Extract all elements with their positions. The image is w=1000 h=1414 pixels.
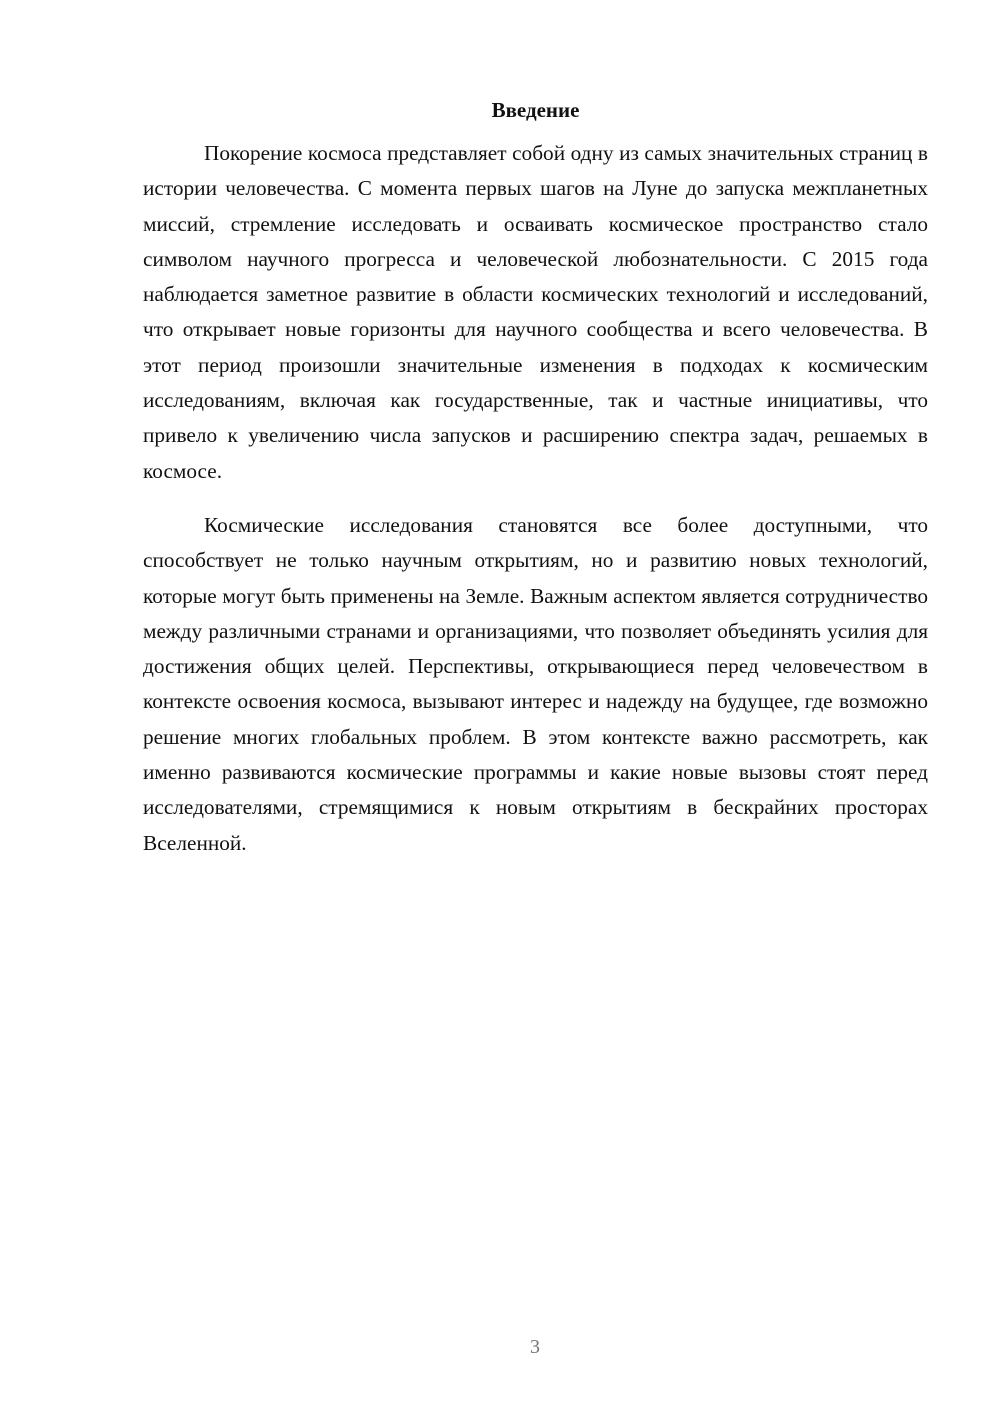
page-number: 3 <box>530 1336 540 1358</box>
paragraph-1: Покорение космоса представляет собой одну из самых значительных страниц в истории человечества. С момента первых шагов на Луне до запуска межпланетных миссий, стремление исследовать и осваивать космическое пространство стало символом научного прогресса и человеческой любознательности. С 2015 года наблюдается заметное развитие в области космических технологий и исследований, что открывает новые горизонты для научного сообщества и всего человечества. В этот период произошли значительные изменения в подходах к космическим исследованиям, включая как государственные, так и частные инициативы, что привело к увеличению числа запусков и расширению спектра задач, решаемых в космосе. <box>143 141 928 483</box>
page-content <box>143 95 928 861</box>
paragraph-2: Космические исследования становятся все более доступными, что способствует не только научным открытиям, но и развитию новых технологий, которые могут быть применены на Земле. Важным аспектом является сотрудничество между различными странами и организациями, что позволяет объединять усилия для достижения общих целей. Перспективы, открывающиеся перед человечеством в контексте освоения космоса, вызывают интерес и надежду на будущее, где возможно решение многих глобальных проблем. В этом контексте важно рассмотреть, как именно развиваются космические программы и какие новые вызовы стоят перед исследователями, стремящимися к новым открытиям в бескрайних просторах Вселенной. <box>143 512 928 855</box>
section-heading: Введение <box>491 98 580 122</box>
